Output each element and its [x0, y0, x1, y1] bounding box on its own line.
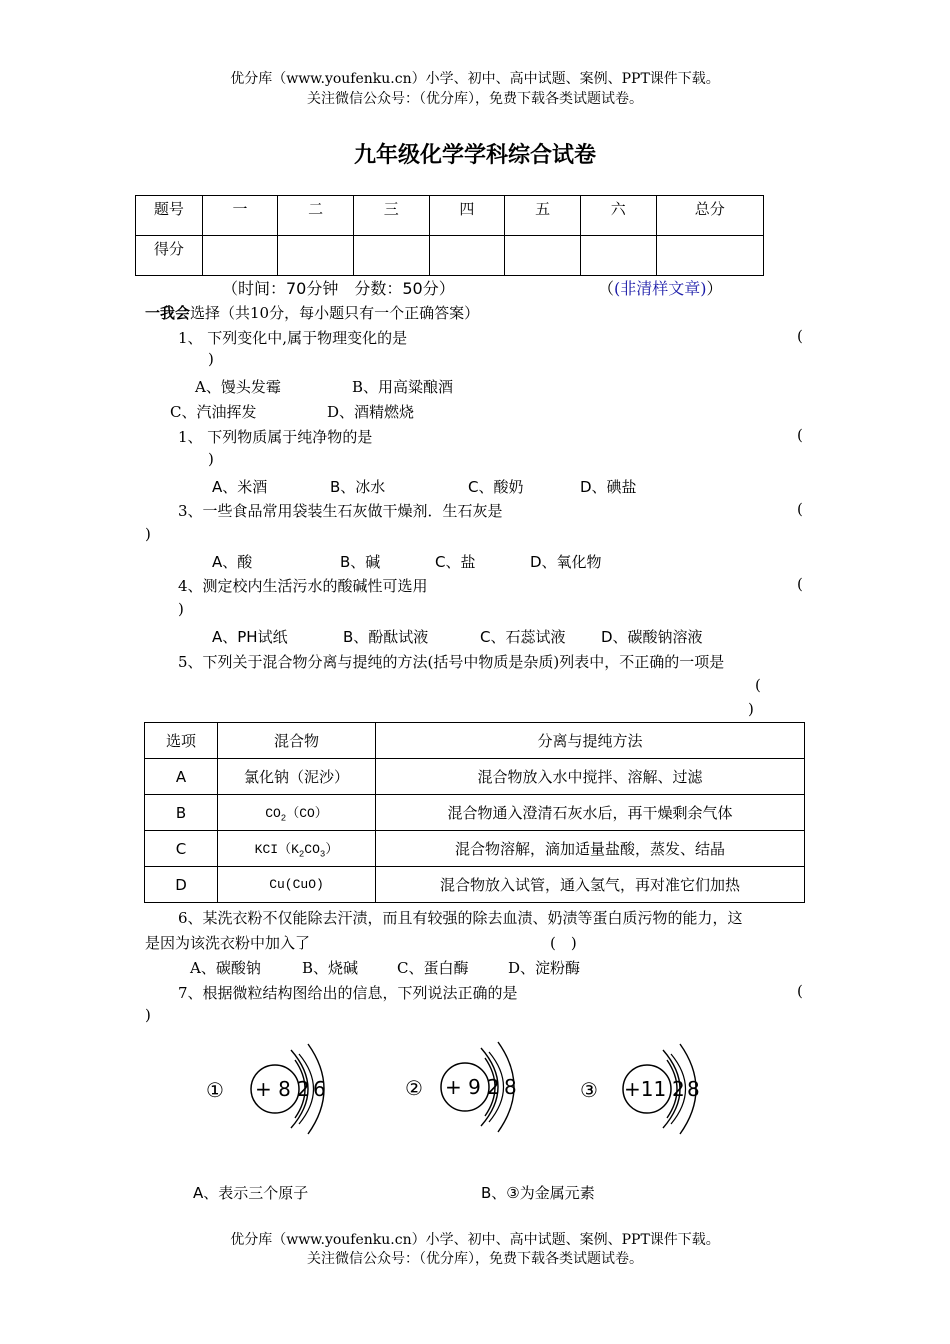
option[interactable]: D、酒精燃烧 [327, 403, 415, 421]
answer-paren-close: ) [208, 450, 214, 468]
score-cell: 一 [202, 196, 278, 236]
shell-electrons: 8 [504, 1075, 517, 1099]
table-header-row [145, 723, 805, 759]
score-cell: 四 [429, 196, 505, 236]
answer-paren-open: ( [797, 327, 803, 345]
option[interactable]: B、③为金属元素 [481, 1184, 595, 1202]
option[interactable]: B、酚酞试液 [343, 628, 429, 646]
header-line-1: 优分库（www.youfenku.cn）小学、初中、高中试题、案例、PPT课件下载。 [230, 71, 720, 87]
option[interactable]: B、冰水 [330, 478, 386, 496]
score-input-cell[interactable] [505, 236, 581, 276]
question-1-stem: 1、 下列变化中,属于物理变化的是 [178, 329, 408, 347]
answer-paren-close: ) [208, 350, 214, 368]
score-cell: 五 [505, 196, 581, 236]
score-cell: 三 [353, 196, 429, 236]
option[interactable]: A、碳酸钠 [190, 959, 261, 977]
footer-line-1: 优分库（www.youfenku.cn）小学、初中、高中试题、案例、PPT课件下载。 [230, 1232, 720, 1248]
score-cell: 六 [580, 196, 656, 236]
answer-paren-close: ) [178, 600, 184, 618]
table-row [145, 867, 805, 903]
formula-tail: CO [304, 841, 320, 857]
answer-paren: ( ) [550, 934, 577, 952]
question-6-line-2: 是因为该洗衣粉中加入了 [145, 934, 311, 952]
method-cell: 混合物通入澄清石灰水后，再干燥剩余气体 [376, 795, 805, 831]
option-cell: A [145, 759, 218, 795]
question-6-line-1: 6、某洗衣粉不仅能除去汗渍，而且有较强的除去血渍、奶渍等蛋白质污物的能力，这 [178, 909, 743, 927]
score-input-cell[interactable] [278, 236, 354, 276]
section-1-rest: 选择（共10分，每小题只有一个正确答案） [190, 304, 480, 322]
section-1-bold: 一我会 [145, 304, 191, 322]
option[interactable]: A、表示三个原子 [193, 1184, 309, 1202]
formula-end: ） [325, 841, 339, 857]
option[interactable]: A、PH试纸 [212, 628, 288, 646]
page-title: 九年级化学学科综合试卷 [353, 143, 596, 168]
option[interactable]: D、碳酸钠溶液 [601, 628, 703, 646]
method-cell: 混合物溶解，滴加适量盐酸，蒸发、结晶 [376, 831, 805, 867]
diagram-label: ② [405, 1076, 423, 1100]
question-3-stem: 3、一些食品常用袋装生石灰做干燥剂．生石灰是 [178, 502, 503, 520]
answer-paren-open: ( [755, 676, 761, 694]
score-table-score-row [136, 236, 764, 276]
question-7-stem: 7、根据微粒结构图给出的信息，下列说法正确的是 [178, 984, 518, 1002]
option[interactable]: D、氧化物 [530, 553, 602, 571]
option[interactable]: B、碱 [340, 553, 381, 571]
table-header-cell: 分离与提纯方法 [376, 723, 805, 759]
question-5-stem: 5、下列关于混合物分离与提纯的方法(括号中物质是杂质)列表中，不正确的一项是 [178, 653, 725, 671]
shell-electrons: 6 [313, 1077, 326, 1101]
mixture-cell: Cu(CuO) [218, 867, 376, 903]
score-table [135, 195, 764, 276]
score-cell: 总分 [656, 196, 763, 236]
question-2-stem: 1、 下列物质属于纯净物的是 [178, 428, 373, 446]
shell-electrons: 2 [672, 1077, 685, 1101]
method-cell: 混合物放入水中搅拌、溶解、过滤 [376, 759, 805, 795]
option[interactable]: C、酸奶 [468, 478, 524, 496]
table-row [145, 831, 805, 867]
method-cell: 混合物放入试管，通入氢气，再对准它们加热 [376, 867, 805, 903]
option[interactable]: C、汽油挥发 [170, 403, 257, 421]
mixture-cell [218, 831, 376, 867]
mixture-cell: 氯化钠（泥沙） [218, 759, 376, 795]
nucleus-charge: + 9 [445, 1075, 481, 1099]
shell-electrons: 8 [687, 1077, 700, 1101]
table-row [145, 759, 805, 795]
shell-electrons: 2 [297, 1077, 310, 1101]
option[interactable]: C、盐 [435, 553, 476, 571]
diagram-label: ③ [580, 1078, 598, 1102]
option-cell: B [145, 795, 218, 831]
answer-paren-open: ( [797, 575, 803, 593]
score-cell: 得分 [136, 236, 203, 276]
answer-paren-close: ) [145, 1006, 151, 1024]
nucleus-charge: + 8 [255, 1077, 291, 1101]
score-input-cell[interactable] [429, 236, 505, 276]
formula-main: CO [265, 805, 281, 821]
diagram-3 [580, 1044, 700, 1134]
option[interactable]: B、用高粱酿酒 [352, 378, 454, 396]
answer-paren-close: ) [145, 525, 151, 543]
score-input-cell[interactable] [656, 236, 763, 276]
score-table-header-row [136, 196, 764, 236]
score-cell: 二 [278, 196, 354, 236]
option[interactable]: D、淀粉酶 [508, 959, 581, 977]
option[interactable]: C、蛋白酶 [397, 959, 469, 977]
diagram-label: ① [206, 1078, 224, 1102]
option[interactable]: A、酸 [212, 553, 253, 571]
header-line-2: 关注微信公众号：（优分库），免费下载各类试题试卷。 [307, 91, 643, 107]
link-close: ） [706, 279, 723, 298]
shell-electrons: 2 [487, 1075, 500, 1099]
option[interactable]: D、碘盐 [580, 478, 637, 496]
answer-paren-open: ( [797, 426, 803, 444]
score-input-cell[interactable] [580, 236, 656, 276]
option[interactable]: A、馒头发霉 [195, 378, 281, 396]
diagram-2 [405, 1042, 517, 1132]
answer-paren-close: ) [748, 700, 754, 718]
formula-subscript: 2 [280, 813, 287, 824]
answer-paren-open: ( [797, 500, 803, 518]
option[interactable]: A、米酒 [212, 478, 268, 496]
diagram-1 [206, 1044, 326, 1134]
option-cell: D [145, 867, 218, 903]
formula-main: KCI（K [254, 841, 299, 857]
formula-subscript: 2 [298, 849, 305, 860]
link-wrapper [598, 276, 723, 299]
option[interactable]: C、石蕊试液 [480, 628, 566, 646]
option-cell: C [145, 831, 218, 867]
question-4-stem: 4、测定校内生活污水的酸碱性可选用 [178, 577, 428, 595]
formula-subscript: 3 [319, 849, 326, 860]
formula-tail: （CO） [286, 805, 328, 821]
answer-paren-open: ( [797, 982, 803, 1000]
section-1-heading [145, 302, 479, 323]
particle-structure-diagrams [200, 1040, 740, 1140]
table-header-cell: 选项 [145, 723, 218, 759]
table-header-cell: 混合物 [218, 723, 376, 759]
non-proof-article-link[interactable]: (非清样文章) [614, 279, 707, 298]
mixture-cell [218, 795, 376, 831]
footer-line-2: 关注微信公众号：（优分库），免费下载各类试题试卷。 [307, 1251, 643, 1267]
score-input-cell[interactable] [202, 236, 278, 276]
score-cell: 题号 [136, 196, 203, 236]
table-row [145, 795, 805, 831]
link-open: （ [598, 279, 615, 298]
nucleus-charge: +11 [624, 1077, 667, 1101]
option[interactable]: B、烧碱 [302, 959, 359, 977]
separation-method-table [144, 722, 805, 903]
time-score-line: （时间：70分钟 分数：50分） [222, 279, 455, 298]
score-input-cell[interactable] [353, 236, 429, 276]
